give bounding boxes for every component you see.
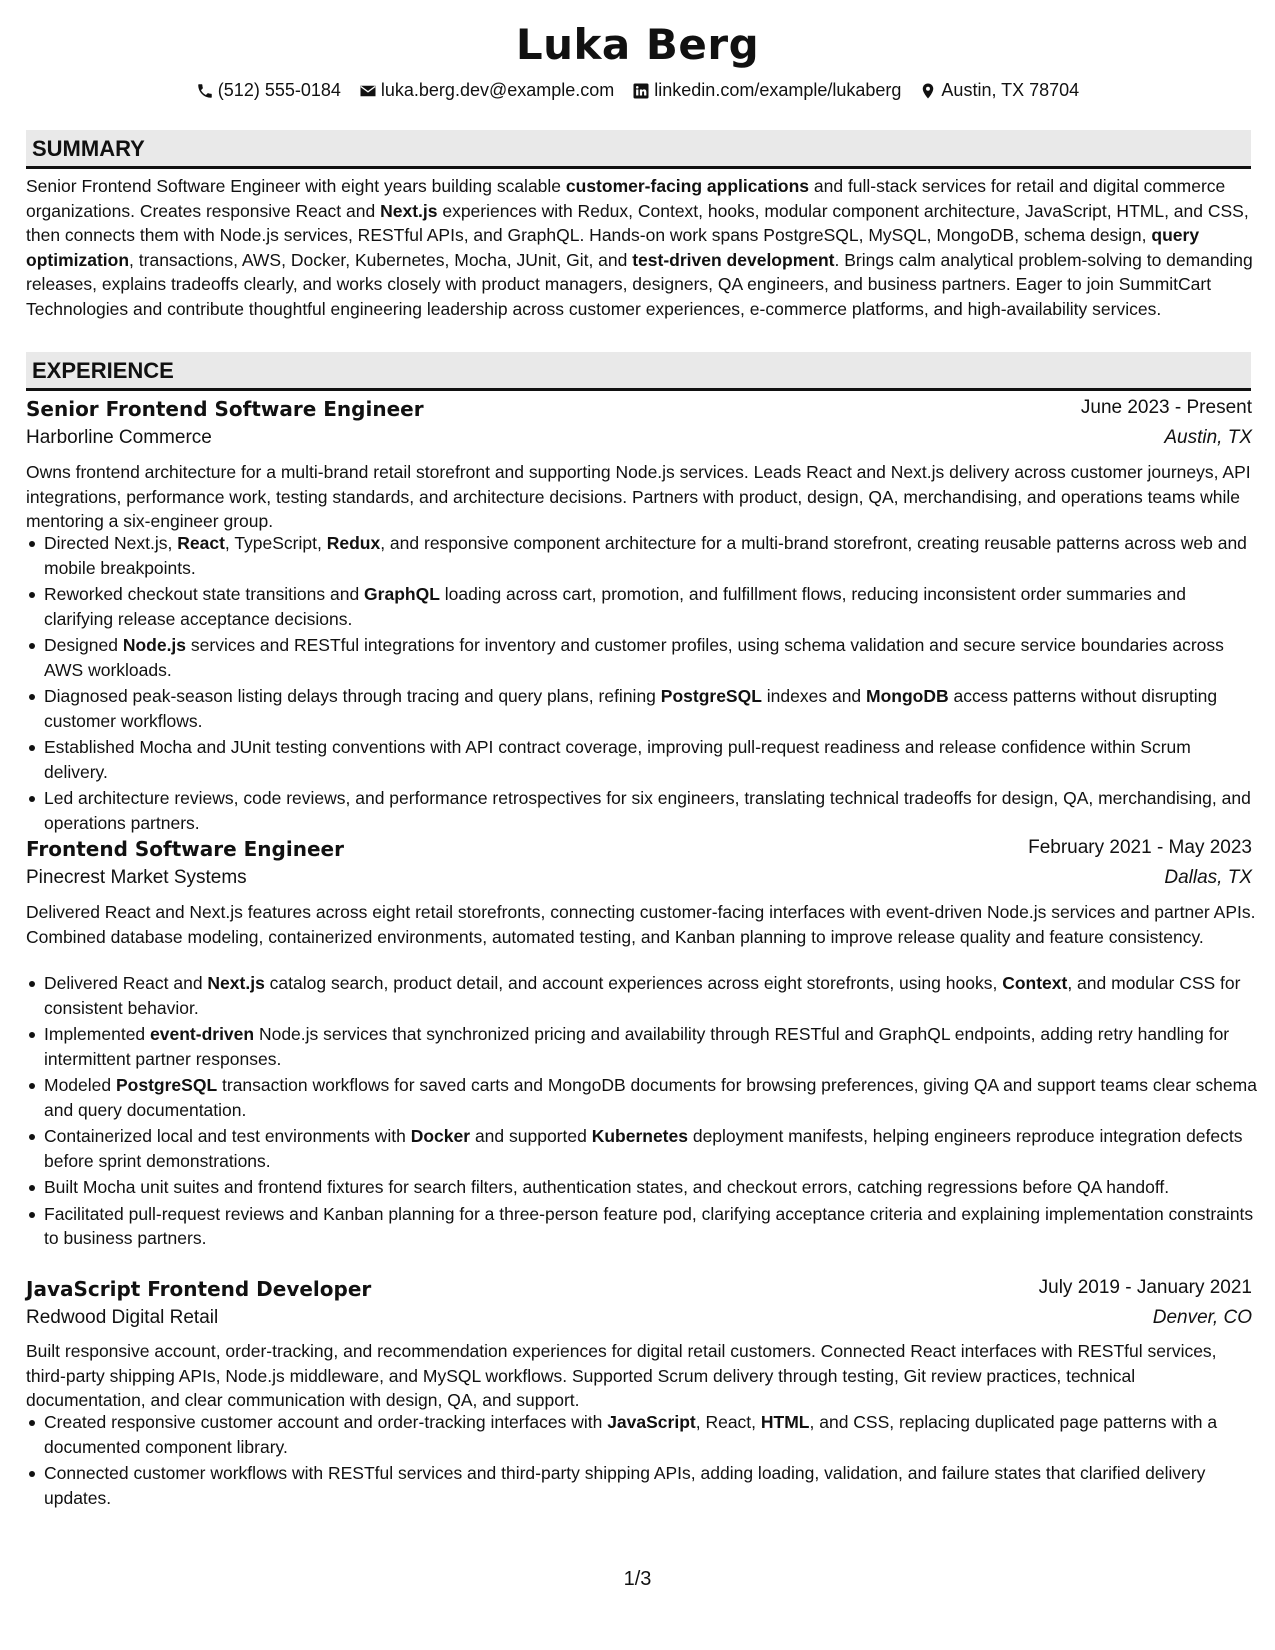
bold-keyword: Node.js [122, 635, 187, 655]
linkedin-link[interactable]: linkedin.com/example/lukaberg [654, 80, 902, 100]
job-location: Dallas, TX [1164, 867, 1252, 888]
bullet-item [26, 786, 1258, 835]
bullet-item [26, 1202, 1258, 1251]
bullet-item [26, 1022, 1258, 1071]
text-run: and full-stack services for retail and digital commerce organizations. Creates responsive React and [26, 176, 1226, 221]
summary-heading-bar [26, 130, 1251, 169]
page-number: 1/3 [623, 1568, 652, 1590]
text-run: Reworked checkout state transitions and [44, 584, 365, 604]
linkedin-icon [632, 82, 650, 100]
text-run: deployment manifests, helping engineers reproduce integration defects before sprint demonstrations. [44, 1126, 1243, 1171]
text-run: Established Mocha and JUnit testing conventions with API contract coverage, improving pull-request readiness and release confidence within Scrum delivery. [44, 737, 1191, 782]
contact-bar [0, 80, 1275, 101]
text-run: Implemented [44, 1024, 151, 1044]
text-run: Connected customer workflows with RESTful services and third-party shipping APIs, adding loading, validation, and failure states that clarified delivery updates. [44, 1463, 1206, 1508]
job-dates: June 2023 - Present [1080, 397, 1252, 418]
bullet-item [26, 684, 1258, 733]
text-run: Senior Frontend Software Engineer with eight years building scalable [26, 176, 566, 196]
text-run: Containerized local and test environments with [44, 1126, 411, 1146]
bold-keyword: test-driven development [632, 249, 835, 270]
experience-heading-bar [26, 352, 1251, 391]
contact-location [919, 80, 1079, 101]
bullet-item [26, 531, 1258, 580]
text-run: indexes and [761, 686, 867, 706]
bullet-item [26, 1410, 1258, 1459]
job-description: Delivered React and Next.js features across eight retail storefronts, connecting customer-facing interfaces with event-driven Node.js services and partner APIs. Combined database modeling, containerized environments, automated testing, and Kanban planning to improve release quality and feature consistency. [26, 902, 1256, 947]
text-run: transaction workflows for saved carts and MongoDB documents for browsing preferences, giving QA and support teams clear schema and query documentation. [44, 1075, 1257, 1120]
bold-keyword: Next.js [207, 973, 265, 993]
text-run: , TypeScript, [224, 533, 327, 553]
job-description: Owns frontend architecture for a multi-brand retail storefront and supporting Node.js services. Leads React and Next.js delivery across customer journeys, API integrations, performance work, testing standards, and architecture decisions. Partners with product, design, QA, merchandising, and operations teams while mentoring a six-engineer group. [26, 462, 1251, 531]
job-description: Built responsive account, order-tracking, and recommendation experiences for digital retail customers. Connected React interfaces with RESTful services, third-party shipping APIs, Node.js middleware, and MySQL workflows. Supported Scrum delivery through testing, Git review practices, technical documentation, and clear communication with design, QA, and support. [26, 1341, 1217, 1410]
bold-keyword: React [177, 533, 225, 553]
text-run: Created responsive customer account and order-tracking interfaces with [44, 1412, 608, 1432]
bold-keyword: PostgreSQL [116, 1075, 218, 1095]
text-run: , and modular CSS for consistent behavior. [44, 973, 1241, 1018]
summary-heading: SUMMARY [32, 136, 145, 161]
job-location: Denver, CO [1152, 1307, 1252, 1328]
text-run: Facilitated pull-request reviews and Kanban planning for a three-person feature pod, clarifying acceptance criteria and explaining implementation constraints to business partners. [44, 1203, 1254, 1248]
text-run: Led architecture reviews, code reviews, and performance retrospectives for six engineers, translating technical tradeoffs for design, QA, merchandising, and operations partners. [44, 788, 1251, 833]
bold-keyword: Context [1002, 973, 1068, 993]
job-company: Pinecrest Market Systems [26, 867, 247, 888]
text-run: Delivered React and [44, 973, 208, 993]
text-run: Diagnosed peak-season listing delays through tracing and query plans, refining [44, 686, 661, 706]
text-run: Designed [44, 635, 123, 655]
contact-linkedin[interactable] [632, 80, 901, 101]
job-dates: February 2021 - May 2023 [1028, 837, 1252, 858]
phone-text: (512) 555-0184 [217, 80, 341, 100]
candidate-name: Luka Berg [515, 20, 760, 69]
envelope-icon [359, 82, 377, 100]
bold-keyword: query optimization [26, 225, 1200, 270]
text-run: . Brings calm analytical problem-solving to demanding releases, explains tradeoffs clearly, and works closely with product managers, designers, QA engineers, and business partners. Eager to join SummitCart Technologies and contribute thoughtful engineering leadership across customer experiences, e-commerce platforms, and high-availability services. [26, 249, 1253, 319]
bold-keyword: event-driven [150, 1024, 255, 1044]
text-run: services and RESTful integrations for inventory and customer profiles, using schema validation and secure service boundaries across AWS workloads. [44, 635, 1224, 680]
job-company: Redwood Digital Retail [26, 1307, 219, 1328]
bullet-item [26, 582, 1258, 631]
contact-email[interactable] [359, 80, 614, 101]
bold-keyword: PostgreSQL [660, 686, 762, 706]
text-run: Directed Next.js, [44, 533, 178, 553]
bold-keyword: MongoDB [866, 686, 949, 706]
text-run: Built Mocha unit suites and frontend fixtures for search filters, authentication states, and checkout errors, catching regressions before QA handoff. [44, 1177, 1170, 1197]
bold-keyword: Next.js [380, 200, 438, 221]
summary-text [26, 174, 1258, 321]
bold-keyword: Redux [326, 533, 381, 553]
text-run: , React, [695, 1412, 761, 1432]
job-company: Harborline Commerce [26, 427, 212, 448]
bold-keyword: JavaScript [607, 1412, 696, 1432]
job-bullets [26, 971, 1258, 1253]
bold-keyword: Kubernetes [591, 1126, 688, 1146]
text-run: , and responsive component architecture for a multi-brand storefront, creating reusable patterns across web and mobile breakpoints. [44, 533, 1247, 578]
bullet-item [26, 1124, 1258, 1173]
text-run: loading across cart, promotion, and fulfillment flows, reducing inconsistent order summaries and clarifying release acceptance decisions. [44, 584, 1186, 629]
job-title: Senior Frontend Software Engineer [26, 397, 424, 421]
bullet-item [26, 735, 1258, 784]
text-run: and supported [470, 1126, 592, 1146]
bullet-item [26, 633, 1258, 682]
contact-phone [196, 80, 341, 101]
text-run: catalog search, product detail, and account experiences across eight storefronts, using hooks, [264, 973, 1003, 993]
location-text: Austin, TX 78704 [941, 80, 1080, 100]
map-pin-icon [919, 82, 937, 100]
bullet-item [26, 1461, 1258, 1510]
bullet-item [26, 1073, 1258, 1122]
bold-keyword: customer-facing applications [565, 176, 810, 196]
job-title: JavaScript Frontend Developer [26, 1277, 372, 1301]
text-run: access patterns without disrupting customer workflows. [44, 686, 1218, 731]
bullet-item [26, 971, 1258, 1020]
bullet-item [26, 1175, 1258, 1200]
email-link[interactable]: luka.berg.dev@example.com [380, 80, 615, 100]
job-location: Austin, TX [1164, 427, 1252, 448]
bold-keyword: Docker [410, 1126, 471, 1146]
bold-keyword: HTML [760, 1412, 810, 1432]
experience-heading: EXPERIENCE [32, 358, 174, 383]
bold-keyword: GraphQL [364, 584, 440, 604]
job-dates: July 2019 - January 2021 [1038, 1277, 1252, 1298]
job-bullets [26, 1410, 1258, 1512]
text-run: Modeled [44, 1075, 116, 1095]
text-run: , transactions, AWS, Docker, Kubernetes, Mocha, JUnit, Git, and [129, 249, 633, 270]
text-run: experiences with Redux, Context, hooks, modular component architecture, JavaScript, HTML, and CSS, then connects them with Node.js services, RESTful APIs, and GraphQL. Hands-on work spans PostgreSQL, MySQL, MongoDB, schema design, [26, 200, 1249, 245]
text-run: , and CSS, replacing duplicated page patterns with a documented component library. [44, 1412, 1218, 1457]
text-run: Node.js services that synchronized pricing and availability through RESTful and GraphQL endpoints, adding retry handling for intermittent partner responses. [44, 1024, 1230, 1069]
job-bullets [26, 531, 1258, 837]
job-title: Frontend Software Engineer [26, 837, 344, 861]
phone-icon [196, 82, 214, 100]
